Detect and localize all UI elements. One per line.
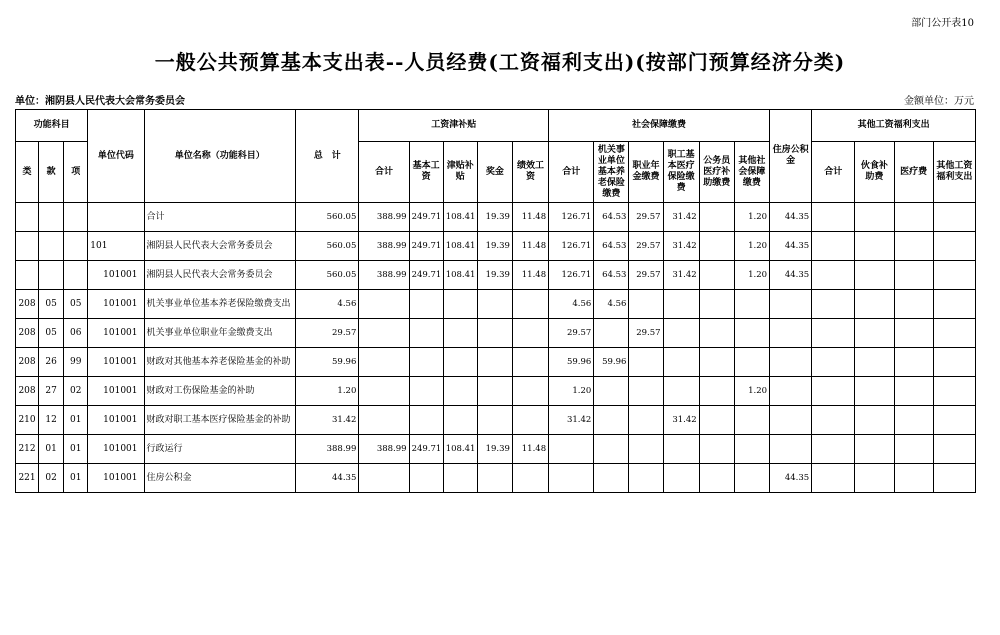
civil-medical-cell (699, 203, 734, 232)
other-social-cell (734, 464, 769, 493)
meal-subsidy-cell (855, 348, 894, 377)
allowance-cell: 108.41 (443, 203, 477, 232)
basic-wage-cell: 249.71 (409, 232, 443, 261)
wage-group-header: 工资津补贴 (359, 110, 549, 142)
table-row (16, 406, 976, 435)
housing-cell: 44.35 (770, 261, 812, 290)
medical-fee-cell (894, 348, 933, 377)
other-welfare-cell (933, 261, 975, 290)
total-cell: 560.05 (296, 232, 359, 261)
basic-wage-cell (409, 464, 443, 493)
budget-table (15, 109, 976, 493)
other-social-cell (734, 319, 769, 348)
table-row (16, 232, 976, 261)
other-social-cell: 1.20 (734, 261, 769, 290)
civil-medical-cell (699, 348, 734, 377)
other-welfare-cell (933, 464, 975, 493)
medical-insurance-cell (663, 319, 699, 348)
housing-cell (770, 406, 812, 435)
bonus-cell: 19.39 (477, 232, 512, 261)
medical-insurance-cell (663, 435, 699, 464)
medical-fee-cell (894, 290, 933, 319)
medical-insurance-cell: 31.42 (663, 203, 699, 232)
unit-code-cell: 101001 (88, 261, 144, 290)
medical-fee-cell (894, 464, 933, 493)
medical-fee-cell (894, 319, 933, 348)
xiang-cell: 01 (64, 435, 88, 464)
kuan-cell (39, 261, 64, 290)
medical-insurance-cell (663, 290, 699, 319)
performance-wage-cell: 11.48 (512, 232, 548, 261)
social-total-cell: 31.42 (549, 406, 594, 435)
bonus-cell (477, 377, 512, 406)
allowance-cell (443, 348, 477, 377)
medical-insurance-cell (663, 377, 699, 406)
pension-cell (594, 319, 629, 348)
basic-wage-cell: 249.71 (409, 203, 443, 232)
xiang-cell: 02 (64, 377, 88, 406)
table-row (16, 261, 976, 290)
wage-total-cell (359, 377, 409, 406)
xiang-cell (64, 261, 88, 290)
civil-medical-cell (699, 232, 734, 261)
unit-label: 单位：湘阴县人民代表大会常务委员会 (15, 96, 185, 107)
total-cell: 560.05 (296, 261, 359, 290)
table-row (16, 319, 976, 348)
medical-fee-cell (894, 377, 933, 406)
allowance-cell: 108.41 (443, 261, 477, 290)
bonus-cell (477, 464, 512, 493)
xiang-cell (64, 203, 88, 232)
medical-insurance-cell: 31.42 (663, 232, 699, 261)
other-total-cell (812, 464, 855, 493)
annuity-cell: 29.57 (629, 232, 663, 261)
total-cell: 4.56 (296, 290, 359, 319)
bonus-cell (477, 406, 512, 435)
other-total-cell (812, 319, 855, 348)
other-total-header: 合计 (812, 142, 855, 203)
table-row (16, 203, 976, 232)
pension-cell: 64.53 (594, 232, 629, 261)
annuity-cell (629, 406, 663, 435)
meal-subsidy-cell (855, 435, 894, 464)
basic-wage-cell (409, 377, 443, 406)
wage-total-cell: 388.99 (359, 203, 409, 232)
basic-wage-cell (409, 406, 443, 435)
unit-name-cell: 湘阴县人民代表大会常务委员会 (144, 261, 296, 290)
social-total-cell: 4.56 (549, 290, 594, 319)
other-social-cell: 1.20 (734, 377, 769, 406)
bonus-cell (477, 290, 512, 319)
social-total-cell (549, 435, 594, 464)
other-total-cell (812, 406, 855, 435)
medical-insurance-cell: 31.42 (663, 261, 699, 290)
annuity-cell (629, 290, 663, 319)
total-cell: 59.96 (296, 348, 359, 377)
civil-medical-cell (699, 435, 734, 464)
total-cell: 560.05 (296, 203, 359, 232)
meal-subsidy-header: 伙食补助费 (855, 142, 894, 203)
wage-total-cell (359, 319, 409, 348)
performance-wage-cell (512, 290, 548, 319)
other-welfare-cell (933, 232, 975, 261)
social-total-cell: 59.96 (549, 348, 594, 377)
kuan-cell: 01 (39, 435, 64, 464)
wage-total-cell: 388.99 (359, 261, 409, 290)
other-group-header: 其他工资福利支出 (812, 110, 976, 142)
other-welfare-cell (933, 319, 975, 348)
lei-cell: 208 (16, 319, 39, 348)
annuity-cell: 29.57 (629, 319, 663, 348)
medical-insurance-header: 职工基本医疗保险缴费 (663, 142, 699, 203)
wage-total-cell (359, 348, 409, 377)
allowance-cell (443, 464, 477, 493)
annuity-cell (629, 435, 663, 464)
wage-total-header: 合计 (359, 142, 409, 203)
other-welfare-header: 其他工资福利支出 (933, 142, 975, 203)
pension-cell: 64.53 (594, 261, 629, 290)
other-social-cell (734, 435, 769, 464)
lei-cell (16, 261, 39, 290)
civil-medical-cell (699, 377, 734, 406)
pension-cell: 59.96 (594, 348, 629, 377)
kuan-cell: 27 (39, 377, 64, 406)
meal-subsidy-cell (855, 464, 894, 493)
medical-fee-cell (894, 435, 933, 464)
medical-insurance-cell (663, 348, 699, 377)
performance-wage-cell (512, 406, 548, 435)
meal-subsidy-cell (855, 261, 894, 290)
kuan-cell (39, 232, 64, 261)
civil-medical-header: 公务员医疗补助缴费 (699, 142, 734, 203)
unit-name-cell: 行政运行 (144, 435, 296, 464)
total-cell: 1.20 (296, 377, 359, 406)
social-total-cell (549, 464, 594, 493)
unit-code-header: 单位代码 (88, 110, 144, 203)
performance-wage-cell: 11.48 (512, 261, 548, 290)
other-social-cell: 1.20 (734, 203, 769, 232)
meal-subsidy-cell (855, 232, 894, 261)
unit-name-cell: 合计 (144, 203, 296, 232)
meal-subsidy-cell (855, 290, 894, 319)
social-total-cell: 29.57 (549, 319, 594, 348)
bonus-header: 奖金 (477, 142, 512, 203)
basic-wage-cell (409, 319, 443, 348)
table-row (16, 377, 976, 406)
other-welfare-cell (933, 406, 975, 435)
other-total-cell (812, 232, 855, 261)
lei-cell: 208 (16, 377, 39, 406)
medical-insurance-cell: 31.42 (663, 406, 699, 435)
other-social-cell (734, 290, 769, 319)
meal-subsidy-cell (855, 319, 894, 348)
kuan-header: 款 (39, 142, 64, 203)
performance-wage-cell (512, 464, 548, 493)
unit-code-cell: 101001 (88, 319, 144, 348)
table-row (16, 435, 976, 464)
social-total-cell: 1.20 (549, 377, 594, 406)
medical-fee-cell (894, 261, 933, 290)
unit-code-cell: 101001 (88, 406, 144, 435)
allowance-cell (443, 377, 477, 406)
unit-name-cell: 机关事业单位职业年金缴费支出 (144, 319, 296, 348)
unit-code-cell: 101 (88, 232, 144, 261)
wage-total-cell (359, 464, 409, 493)
civil-medical-cell (699, 319, 734, 348)
total-cell: 388.99 (296, 435, 359, 464)
unit-name-cell: 财政对其他基本养老保险基金的补助 (144, 348, 296, 377)
meal-subsidy-cell (855, 377, 894, 406)
basic-wage-cell: 249.71 (409, 261, 443, 290)
allowance-cell (443, 290, 477, 319)
civil-medical-cell (699, 406, 734, 435)
lei-cell: 221 (16, 464, 39, 493)
meal-subsidy-cell (855, 406, 894, 435)
pension-cell (594, 464, 629, 493)
xiang-header: 项 (64, 142, 88, 203)
medical-insurance-cell (663, 464, 699, 493)
annuity-cell: 29.57 (629, 261, 663, 290)
performance-wage-cell: 11.48 (512, 203, 548, 232)
lei-header: 类 (16, 142, 39, 203)
housing-cell (770, 348, 812, 377)
other-social-cell (734, 348, 769, 377)
housing-cell (770, 290, 812, 319)
unit-name-cell: 机关事业单位基本养老保险缴费支出 (144, 290, 296, 319)
pension-cell: 64.53 (594, 203, 629, 232)
social-total-cell: 126.71 (549, 261, 594, 290)
basic-wage-header: 基本工资 (409, 142, 443, 203)
housing-cell: 44.35 (770, 203, 812, 232)
medical-fee-cell (894, 406, 933, 435)
unit-code-cell: 101001 (88, 435, 144, 464)
lei-cell: 208 (16, 290, 39, 319)
lei-cell: 210 (16, 406, 39, 435)
performance-wage-cell: 11.48 (512, 435, 548, 464)
performance-wage-cell (512, 348, 548, 377)
housing-cell (770, 435, 812, 464)
bonus-cell: 19.39 (477, 435, 512, 464)
lei-cell (16, 232, 39, 261)
unit-name-cell: 财政对工伤保险基金的补助 (144, 377, 296, 406)
meal-subsidy-cell (855, 203, 894, 232)
allowance-header: 津贴补贴 (443, 142, 477, 203)
bonus-cell: 19.39 (477, 261, 512, 290)
other-welfare-cell (933, 377, 975, 406)
wage-total-cell (359, 290, 409, 319)
annuity-header: 职业年金缴费 (629, 142, 663, 203)
social-group-header: 社会保障缴费 (549, 110, 770, 142)
unit-code-cell: 101001 (88, 464, 144, 493)
annuity-cell: 29.57 (629, 203, 663, 232)
civil-medical-cell (699, 290, 734, 319)
pension-cell (594, 435, 629, 464)
housing-header: 住房公积金 (770, 110, 812, 203)
medical-fee-cell (894, 232, 933, 261)
allowance-cell: 108.41 (443, 435, 477, 464)
table-row (16, 348, 976, 377)
allowance-cell: 108.41 (443, 232, 477, 261)
func-subject-header: 功能科目 (16, 110, 88, 142)
bonus-cell: 19.39 (477, 203, 512, 232)
medical-fee-header: 医疗费 (894, 142, 933, 203)
total-cell: 31.42 (296, 406, 359, 435)
annuity-cell (629, 377, 663, 406)
unit-code-cell: 101001 (88, 348, 144, 377)
total-header: 总 计 (296, 110, 359, 203)
kuan-cell: 02 (39, 464, 64, 493)
other-welfare-cell (933, 203, 975, 232)
social-total-header: 合计 (549, 142, 594, 203)
performance-wage-header: 绩效工资 (512, 142, 548, 203)
bonus-cell (477, 319, 512, 348)
page-code: 部门公开表10 (911, 18, 974, 29)
xiang-cell: 99 (64, 348, 88, 377)
wage-total-cell: 388.99 (359, 232, 409, 261)
other-social-cell: 1.20 (734, 232, 769, 261)
social-total-cell: 126.71 (549, 203, 594, 232)
civil-medical-cell (699, 261, 734, 290)
performance-wage-cell (512, 319, 548, 348)
housing-cell (770, 319, 812, 348)
unit-code-cell (88, 203, 144, 232)
pension-cell (594, 406, 629, 435)
unit-name-cell: 湘阴县人民代表大会常务委员会 (144, 232, 296, 261)
unit-code-cell: 101001 (88, 377, 144, 406)
xiang-cell (64, 232, 88, 261)
other-social-cell (734, 406, 769, 435)
allowance-cell (443, 319, 477, 348)
other-total-cell (812, 377, 855, 406)
pension-header: 机关事业单位基本养老保险缴费 (594, 142, 629, 203)
other-welfare-cell (933, 348, 975, 377)
unit-name-header: 单位名称（功能科目） (144, 110, 296, 203)
other-social-header: 其他社会保障缴费 (734, 142, 769, 203)
unit-name-cell: 住房公积金 (144, 464, 296, 493)
page-title: 一般公共预算基本支出表--人员经费(工资福利支出)(按部门预算经济分类) (154, 50, 846, 74)
other-total-cell (812, 348, 855, 377)
annuity-cell (629, 464, 663, 493)
wage-total-cell (359, 406, 409, 435)
other-welfare-cell (933, 435, 975, 464)
other-total-cell (812, 261, 855, 290)
xiang-cell: 01 (64, 464, 88, 493)
wage-total-cell: 388.99 (359, 435, 409, 464)
unit-code-cell: 101001 (88, 290, 144, 319)
other-total-cell (812, 290, 855, 319)
other-total-cell (812, 435, 855, 464)
housing-cell: 44.35 (770, 464, 812, 493)
civil-medical-cell (699, 464, 734, 493)
xiang-cell: 05 (64, 290, 88, 319)
pension-cell: 4.56 (594, 290, 629, 319)
kuan-cell: 05 (39, 319, 64, 348)
lei-cell (16, 203, 39, 232)
housing-cell: 44.35 (770, 232, 812, 261)
kuan-cell: 26 (39, 348, 64, 377)
pension-cell (594, 377, 629, 406)
kuan-cell: 12 (39, 406, 64, 435)
money-unit: 金额单位：万元 (904, 96, 974, 107)
bonus-cell (477, 348, 512, 377)
kuan-cell (39, 203, 64, 232)
performance-wage-cell (512, 377, 548, 406)
table-row (16, 464, 976, 493)
housing-cell (770, 377, 812, 406)
other-welfare-cell (933, 290, 975, 319)
basic-wage-cell (409, 290, 443, 319)
allowance-cell (443, 406, 477, 435)
medical-fee-cell (894, 203, 933, 232)
lei-cell: 208 (16, 348, 39, 377)
xiang-cell: 01 (64, 406, 88, 435)
total-cell: 44.35 (296, 464, 359, 493)
lei-cell: 212 (16, 435, 39, 464)
annuity-cell (629, 348, 663, 377)
total-cell: 29.57 (296, 319, 359, 348)
social-total-cell: 126.71 (549, 232, 594, 261)
table-row (16, 290, 976, 319)
unit-name-cell: 财政对职工基本医疗保险基金的补助 (144, 406, 296, 435)
kuan-cell: 05 (39, 290, 64, 319)
xiang-cell: 06 (64, 319, 88, 348)
basic-wage-cell: 249.71 (409, 435, 443, 464)
other-total-cell (812, 203, 855, 232)
basic-wage-cell (409, 348, 443, 377)
